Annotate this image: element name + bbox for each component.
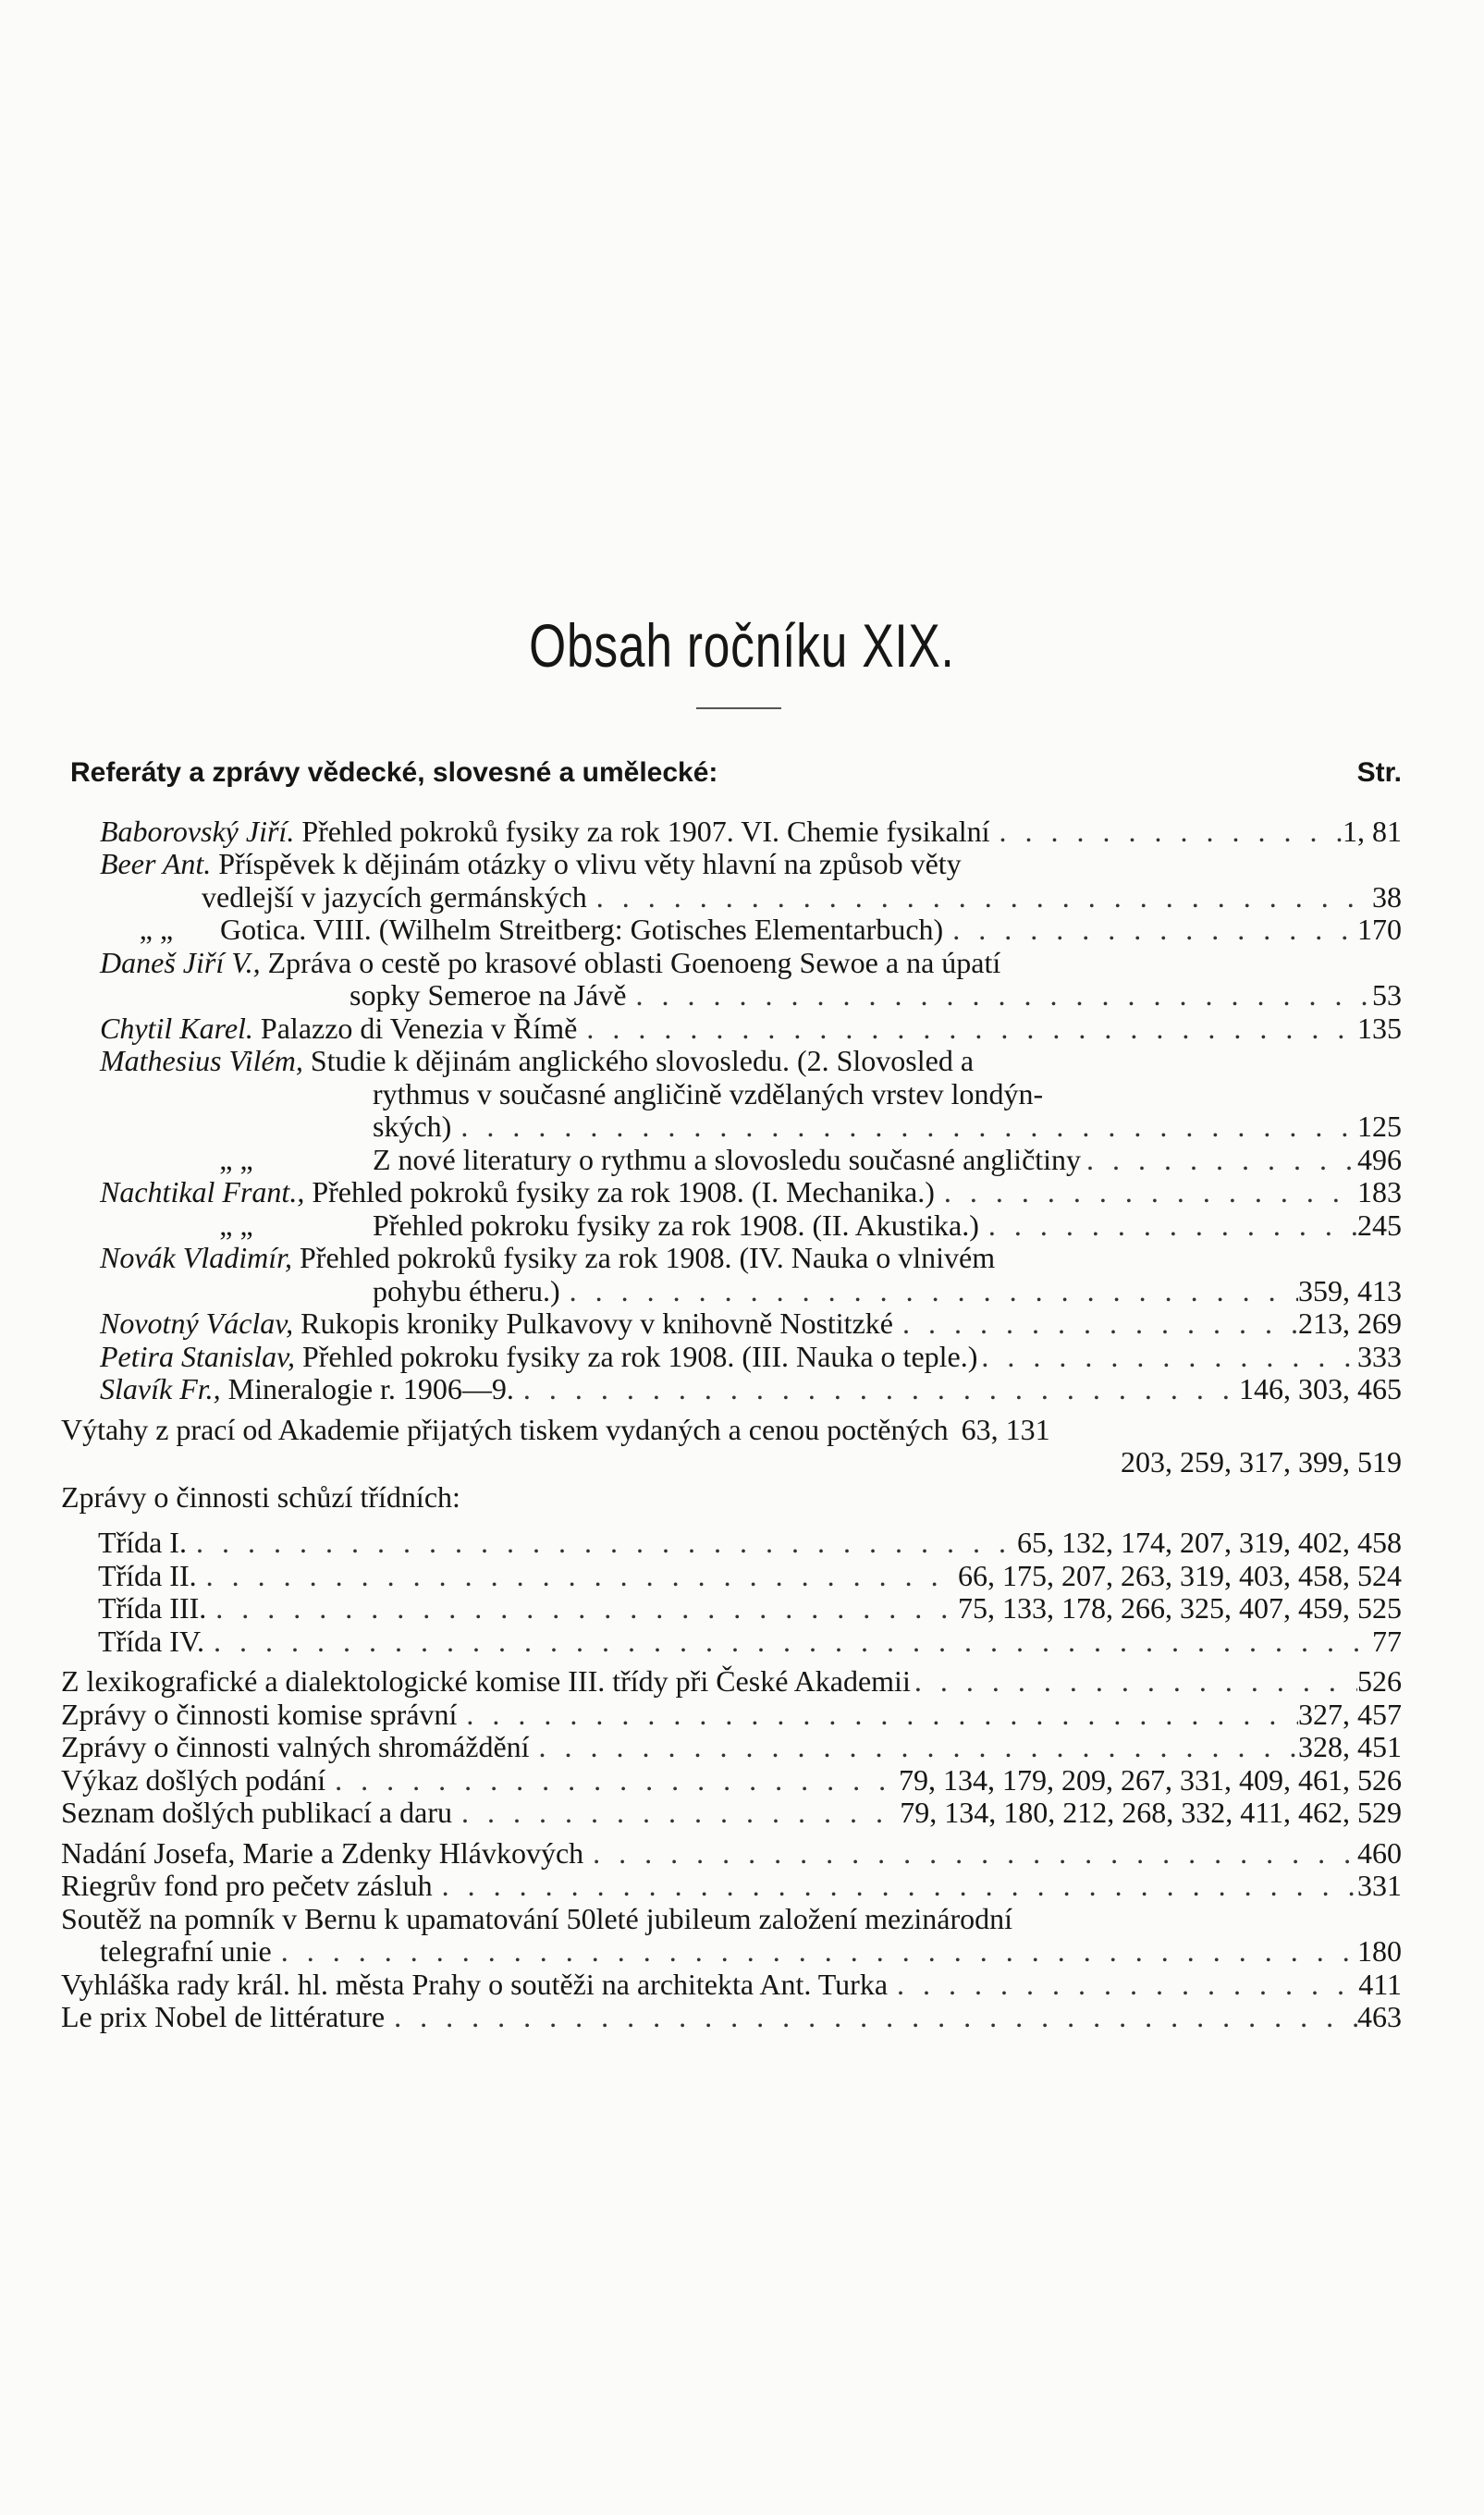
- author: Petira Stanislav,: [100, 1339, 295, 1373]
- entry-title: Příspěvek k dějinám otázky o vlivu věty hlavní na způsob věty: [218, 847, 962, 880]
- page-numbers: 359, 413: [1298, 1273, 1402, 1307]
- leader-dots: [385, 2001, 1357, 2034]
- leader-dots: [187, 1527, 1017, 1560]
- page-numbers: 77: [1372, 1624, 1402, 1658]
- list-item: [98, 1560, 1402, 1593]
- ditto-mark: „ „: [219, 1142, 253, 1176]
- entry-title: Studie k dějinám anglického slovosledu. (2. Slovosled a: [310, 1044, 975, 1077]
- page-numbers: 460: [1357, 1835, 1402, 1870]
- entry-title-continued: rythmus v současné angličině vzdělaných vrstev londýn-: [373, 1076, 1044, 1110]
- leader-dots: [452, 1797, 900, 1830]
- list-item: [61, 1764, 1402, 1797]
- list-item: [100, 1209, 1402, 1243]
- page-numbers: 125: [1357, 1110, 1402, 1143]
- list-item: [100, 1045, 1402, 1144]
- entry-title: Seznam došlých publikací a daru: [61, 1796, 452, 1829]
- entry-title: Zpráva o cestě po krasové oblasti Goenoeng Sewoe a na úpatí: [267, 945, 1001, 979]
- section-heading-text: Referáty a zprávy vědecké, slovesné a umělecké:: [70, 757, 718, 788]
- page-numbers: 135: [1357, 1011, 1402, 1045]
- page-numbers: 411: [1358, 1967, 1402, 2001]
- entry-title: Třída II.: [98, 1558, 197, 1592]
- author: Daneš Jiří V.,: [100, 945, 261, 979]
- leader-dots: [457, 1699, 1298, 1732]
- list-item: [61, 2001, 1402, 2034]
- list-item: [100, 1242, 1402, 1307]
- leader-dots: [204, 1626, 1372, 1659]
- page-numbers: 213, 269: [1298, 1307, 1402, 1340]
- leader-dots: [272, 1935, 1357, 1969]
- list-item: [61, 1665, 1402, 1699]
- title-divider: [696, 707, 781, 709]
- page-numbers: 327, 457: [1298, 1697, 1402, 1731]
- entry-title: Třída IV.: [98, 1624, 204, 1658]
- entry-title: Rukopis kroniky Pulkavovy v knihovně Nostitzké: [300, 1307, 893, 1340]
- entry-title: Gotica. VIII. (Wilhelm Streitberg: Gotisches Elementarbuch): [220, 913, 944, 946]
- leader-dots: [979, 1209, 1357, 1243]
- page-numbers: 75, 133, 178, 266, 325, 407, 459, 525: [958, 1591, 1402, 1625]
- entry-title: Zprávy o činnosti valných shromáždění: [61, 1730, 530, 1763]
- list-item: [61, 1969, 1402, 2002]
- author: Baborovský Jiří.: [100, 814, 295, 848]
- list-item: [61, 1699, 1402, 1732]
- author: Beer Ant.: [100, 847, 212, 880]
- list-item: [61, 1903, 1402, 1969]
- leader-dots: [197, 1560, 958, 1593]
- list-item: [100, 848, 1402, 914]
- leader-dots: [530, 1731, 1298, 1764]
- entry-title: Soutěž na pomník v Bernu k upamatování 50leté jubileum založení mezinárodní: [61, 1901, 1013, 1935]
- page-numbers: 66, 175, 207, 263, 319, 403, 458, 524: [958, 1558, 1402, 1592]
- subsection-heading: Zprávy o činnosti schůzí třídních:: [61, 1479, 460, 1514]
- page-numbers: 146, 303, 465: [1239, 1372, 1402, 1405]
- list-item: [100, 1307, 1402, 1341]
- list-item: [61, 1731, 1402, 1764]
- leader-dots: [577, 1012, 1357, 1046]
- page-numbers: 183: [1357, 1175, 1402, 1208]
- ditto-mark: „ „: [219, 1208, 253, 1242]
- list-item: [100, 1176, 1402, 1209]
- leader-dots: [583, 1837, 1357, 1871]
- entry-title: Výkaz došlých podání: [61, 1762, 326, 1797]
- page-numbers: 1, 81: [1343, 814, 1402, 848]
- page-numbers: 79, 134, 179, 209, 267, 331, 409, 461, 526: [899, 1762, 1402, 1797]
- list-item: [98, 1527, 1402, 1560]
- leader-dots: [888, 1969, 1358, 2002]
- entry-title: Zprávy o činnosti komise správní: [61, 1697, 458, 1731]
- leader-dots: [1081, 1144, 1357, 1177]
- author: Chytil Karel.: [100, 1011, 253, 1045]
- page-column-label: Str.: [1356, 757, 1402, 788]
- entry-title: Třída III.: [98, 1591, 207, 1625]
- entry-title-continued: pohybu étheru.): [373, 1273, 560, 1307]
- leader-dots: [893, 1307, 1298, 1341]
- list-item: [61, 1870, 1402, 1903]
- author: Nachtikal Frant.,: [100, 1175, 305, 1208]
- leader-dots: [206, 1592, 958, 1626]
- leader-dots: [325, 1764, 899, 1797]
- list-item: [61, 1797, 1402, 1830]
- list-item: [100, 914, 1402, 947]
- entry-title: Palazzo di Venezia v Římě: [260, 1011, 578, 1045]
- entry-title: Mineralogie r. 1906—9.: [227, 1372, 514, 1405]
- page-numbers: 170: [1357, 913, 1402, 946]
- entry-title: Z lexikografické a dialektologické komise III. třídy při České Akademii: [61, 1664, 911, 1698]
- author: Slavík Fr.,: [100, 1372, 221, 1405]
- entry-title: Le prix Nobel de littérature: [61, 2000, 386, 2033]
- entry-title: Riegrův fond pro pečetv zásluh: [61, 1869, 433, 1902]
- page-numbers: 38: [1372, 879, 1402, 914]
- author: Mathesius Vilém,: [100, 1044, 303, 1077]
- leader-dots: [977, 1341, 1357, 1374]
- entry-title: Třída I.: [98, 1526, 187, 1559]
- entry-title: Přehled pokroků fysiky za rok 1908. (IV. Nauka o vlnivém: [299, 1241, 996, 1274]
- entry-title: Přehled pokroku fysiky za rok 1908. (II. Akustika.): [373, 1208, 979, 1242]
- leader-dots: [989, 816, 1343, 849]
- page-numbers: 331: [1357, 1869, 1402, 1902]
- ditto-mark: „ „: [139, 913, 174, 946]
- leader-dots: [514, 1373, 1239, 1406]
- list-item: [61, 1837, 1402, 1871]
- leader-dots: [935, 1176, 1357, 1209]
- page-numbers: 63, 131: [961, 1412, 1050, 1446]
- page-numbers: 333: [1357, 1339, 1402, 1373]
- page-numbers: 180: [1357, 1934, 1402, 1968]
- entry-title-continued: ských): [373, 1110, 452, 1143]
- entry-title: Přehled pokroků fysiky za rok 1908. (I. Mechanika.): [312, 1175, 935, 1208]
- list-item: [100, 1144, 1402, 1177]
- list-item: [100, 947, 1402, 1012]
- page-numbers: 245: [1357, 1208, 1402, 1242]
- author: Novotný Václav,: [100, 1307, 294, 1340]
- entry-title: Nadání Josefa, Marie a Zdenky Hlávkových: [61, 1835, 584, 1870]
- page-numbers: 526: [1357, 1664, 1402, 1698]
- page-numbers: 463: [1357, 2000, 1402, 2033]
- list-item: [98, 1626, 1402, 1659]
- section-heading: [70, 756, 1402, 790]
- entry-title: Z nové literatury o rythmu a slovosledu současné angličtiny: [373, 1142, 1082, 1176]
- page-numbers: 53: [1372, 978, 1402, 1012]
- leader-dots: [433, 1870, 1357, 1903]
- entry-title-continued: telegrafní unie: [100, 1934, 272, 1968]
- author: Novák Vladimír,: [100, 1241, 292, 1274]
- entry-title-continued: sopky Semeroe na Jávě: [350, 978, 627, 1012]
- list-item: [100, 1373, 1402, 1406]
- entry-title-continued: vedlejší v jazycích germánských: [202, 879, 587, 914]
- leader-dots: [943, 914, 1357, 947]
- contents-list: [61, 749, 1402, 2034]
- entry-title: Přehled pokroků fysiky za rok 1907. VI. Chemie fysikalní: [301, 814, 990, 848]
- list-item: [61, 1414, 1402, 1479]
- page-numbers: 79, 134, 180, 212, 268, 332, 411, 462, 529: [900, 1796, 1402, 1829]
- entry-title: Přehled pokroku fysiky za rok 1908. (III. Nauka o teple.): [301, 1339, 978, 1373]
- page-numbers: 203, 259, 317, 399, 519: [1121, 1445, 1402, 1478]
- page-numbers: 496: [1357, 1142, 1402, 1176]
- list-item: [100, 1341, 1402, 1374]
- leader-dots: [451, 1110, 1357, 1144]
- page-numbers: 328, 451: [1298, 1730, 1402, 1763]
- page-numbers: 65, 132, 174, 207, 319, 402, 458: [1017, 1526, 1402, 1559]
- leader-dots: [626, 979, 1372, 1012]
- list-item: [98, 1592, 1402, 1626]
- leader-dots: [587, 881, 1372, 914]
- entry-title: Vyhláška rady král. hl. města Prahy o soutěži na architekta Ant. Turka: [61, 1967, 889, 2001]
- leader-dots: [560, 1275, 1298, 1308]
- page-title: Obsah ročníku XIX.: [529, 611, 955, 680]
- list-item: [100, 1012, 1402, 1046]
- list-item: [100, 816, 1402, 849]
- leader-dots: [911, 1665, 1357, 1699]
- entry-title: Výtahy z prací od Akademie přijatých tiskem vydaných a cenou poctěných: [61, 1412, 949, 1446]
